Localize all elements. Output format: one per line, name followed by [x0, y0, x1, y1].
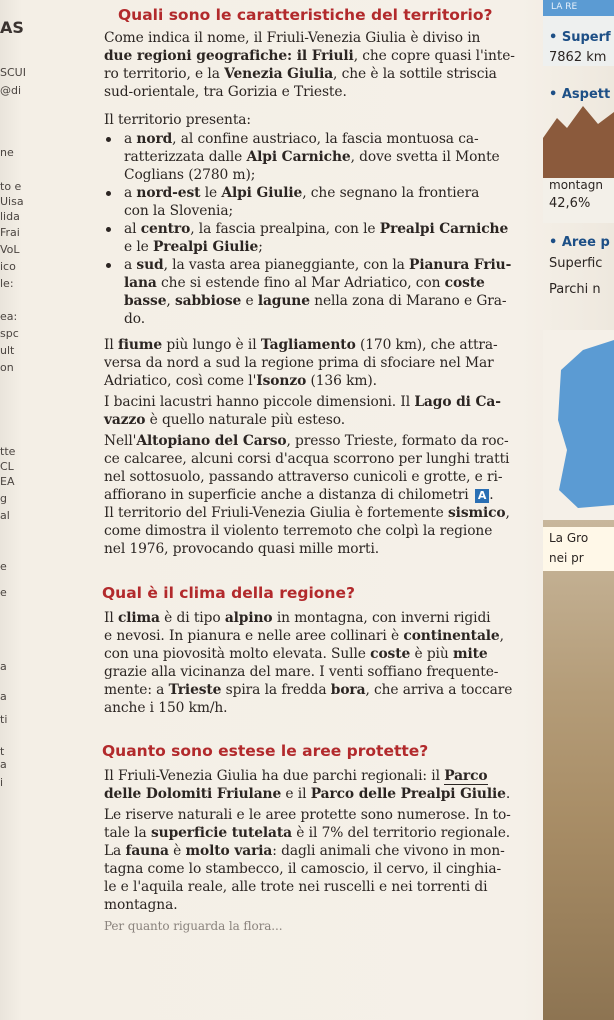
fragment: @di — [0, 84, 22, 97]
fragment: t — [0, 745, 5, 758]
fragment: i — [0, 776, 4, 789]
sidebar-item: • Aspett — [549, 87, 611, 102]
sidebar-item: montagn — [549, 178, 603, 192]
paragraph-line: ro territorio, e la Venezia Giulia, che è la sottile striscia — [104, 66, 497, 82]
paragraph-line: come dimostra il violento terremoto che colpì la regione — [104, 523, 493, 539]
fragment: g — [0, 492, 7, 505]
paragraph-line: tale la superficie tutelata è il 7% del territorio regionale. — [104, 825, 511, 841]
map-illustration — [543, 330, 614, 520]
fragment: ico — [0, 260, 16, 273]
list-item-continuation: do. — [124, 311, 145, 327]
paragraph-line: Il territorio del Friuli-Venezia Giulia è fortemente sismico, — [104, 505, 510, 521]
list-item: al centro, la fascia prealpina, con le Prealpi Carniche — [124, 221, 509, 237]
fragment: ti — [0, 713, 8, 726]
fragment: ne — [0, 146, 14, 159]
paragraph-line: ce calcaree, alcuni corsi d'acqua scorrono per lunghi tratti — [104, 451, 510, 467]
list-item: a nord-est le Alpi Giulie, che segnano la frontiera — [124, 185, 480, 201]
paragraph-line: montagna. — [104, 897, 178, 913]
fragment: AS — [0, 18, 24, 37]
fragment: a — [0, 758, 7, 771]
paragraph-line: tagna come lo stambecco, il camoscio, il cervo, il cinghia- — [104, 861, 502, 877]
paragraph-line: affiorano in superficie anche a distanza di chilometri A . — [104, 487, 494, 503]
paragraph-line: Nell'Altopiano del Carso, presso Trieste, formato da roc- — [104, 433, 509, 449]
sidebar-item: nei pr — [549, 551, 584, 565]
paragraph-line: nel 1976, provocando quasi mille morti. — [104, 541, 380, 557]
section-title: Quanto sono estese le aree protette? — [102, 742, 429, 760]
paragraph-line: e nevosi. In pianura e nelle aree collinari è continentale, — [104, 628, 504, 644]
paragraph-line: due regioni geografiche: il Friuli, che copre quasi l'inte- — [104, 48, 515, 64]
paragraph-line: sud-orientale, tra Gorizia e Trieste. — [104, 84, 347, 100]
paragraph-line: Il territorio presenta: — [104, 112, 251, 128]
paragraph-line: versa da nord a sud la regione prima di sfociare nel Mar — [104, 355, 494, 371]
left-column-fragments — [0, 0, 34, 1020]
paragraph-line: Il clima è di tipo alpino in montagna, con inverni rigidi — [104, 610, 491, 626]
fragment: CL — [0, 460, 14, 473]
sidebar-item: • Aree p — [549, 235, 610, 250]
section-title: Qual è il clima della regione? — [102, 584, 355, 602]
fragment: a — [0, 660, 7, 673]
paragraph-line: Il fiume più lungo è il Tagliamento (170 km), che attra- — [104, 337, 498, 353]
fragment: spc — [0, 327, 19, 340]
fragment: tte — [0, 445, 16, 458]
paragraph-line: Come indica il nome, il Friuli-Venezia Giulia è diviso in — [104, 30, 481, 46]
paragraph-line: anche i 150 km/h. — [104, 700, 228, 716]
sidebar-header-band: LA RE — [543, 0, 614, 16]
paragraph-line: con una piovosità molto elevata. Sulle coste è più mite — [104, 646, 488, 662]
sidebar-infobox — [543, 0, 614, 1020]
fragment: le: — [0, 277, 14, 290]
sidebar-item: La Gro — [549, 531, 589, 545]
fragment: on — [0, 361, 14, 374]
sidebar-item: Superfic — [549, 256, 603, 271]
list-item-continuation: lana che si estende fino al Mar Adriatico, con coste — [124, 275, 485, 291]
fragment: SCUI — [0, 66, 26, 79]
section-title: Quali sono le caratteristiche del territorio? — [118, 6, 493, 24]
paragraph-line: Il Friuli-Venezia Giulia ha due parchi regionali: il Parco — [104, 768, 488, 784]
list-item-continuation: e le Prealpi Giulie; — [124, 239, 263, 255]
list-item-continuation: con la Slovenia; — [124, 203, 234, 219]
paragraph-line: Adriatico, così come l'Isonzo (136 km). — [104, 373, 377, 389]
paragraph-line: nel sottosuolo, passando attraverso cunicoli e grotte, e ri- — [104, 469, 503, 485]
figure-reference-badge[interactable]: A — [475, 489, 489, 503]
fragment: Uisa — [0, 195, 24, 208]
fragment: to e — [0, 180, 22, 193]
paragraph-line: I bacini lacustri hanno piccole dimensioni. Il Lago di Ca- — [104, 394, 501, 410]
paragraph-line: Le riserve naturali e le aree protette sono numerose. In to- — [104, 807, 511, 823]
cave-photo — [543, 520, 614, 1020]
sidebar-item: 42,6% — [549, 196, 591, 211]
fragment: e — [0, 560, 7, 573]
fragment: a — [0, 690, 7, 703]
sidebar-item: • Superf — [549, 30, 611, 45]
paragraph-line-cut: Per quanto riguarda la flora... — [104, 919, 283, 933]
sidebar-item: 7862 km — [549, 50, 607, 65]
mountain-icon — [543, 98, 614, 178]
paragraph-line: grazie alla vicinanza del mare. I venti soffiano frequente- — [104, 664, 499, 680]
paragraph-line: delle Dolomiti Friulane e il Parco delle Prealpi Giulie. — [104, 786, 511, 802]
paragraph-line: le e l'aquila reale, alle trote nei ruscelli e nei torrenti di — [104, 879, 488, 895]
paragraph-line: mente: a Trieste spira la fredda bora, che arriva a toccare — [104, 682, 513, 698]
fragment: lida — [0, 210, 20, 223]
paragraph-line: vazzo è quello naturale più esteso. — [104, 412, 346, 428]
fragment: ea: — [0, 310, 18, 323]
fragment: ult — [0, 344, 15, 357]
list-item-continuation: ratterizzata dalle Alpi Carniche, dove svetta il Monte — [124, 149, 500, 165]
list-item-continuation: Coglians (2780 m); — [124, 167, 256, 183]
fragment: e — [0, 586, 7, 599]
list-item: a nord, al confine austriaco, la fascia montuosa ca- — [124, 131, 479, 147]
list-item-continuation: basse, sabbiose e lagune nella zona di Marano e Gra- — [124, 293, 507, 309]
paragraph-line: La fauna è molto varia: dagli animali che vivono in mon- — [104, 843, 505, 859]
fragment: EA — [0, 475, 15, 488]
fragment: Frai — [0, 226, 20, 239]
list-item: a sud, la vasta area pianeggiante, con la Pianura Friu- — [124, 257, 512, 273]
fragment: al — [0, 509, 10, 522]
sidebar-item: Parchi n — [549, 282, 601, 297]
fragment: VoL — [0, 243, 20, 256]
